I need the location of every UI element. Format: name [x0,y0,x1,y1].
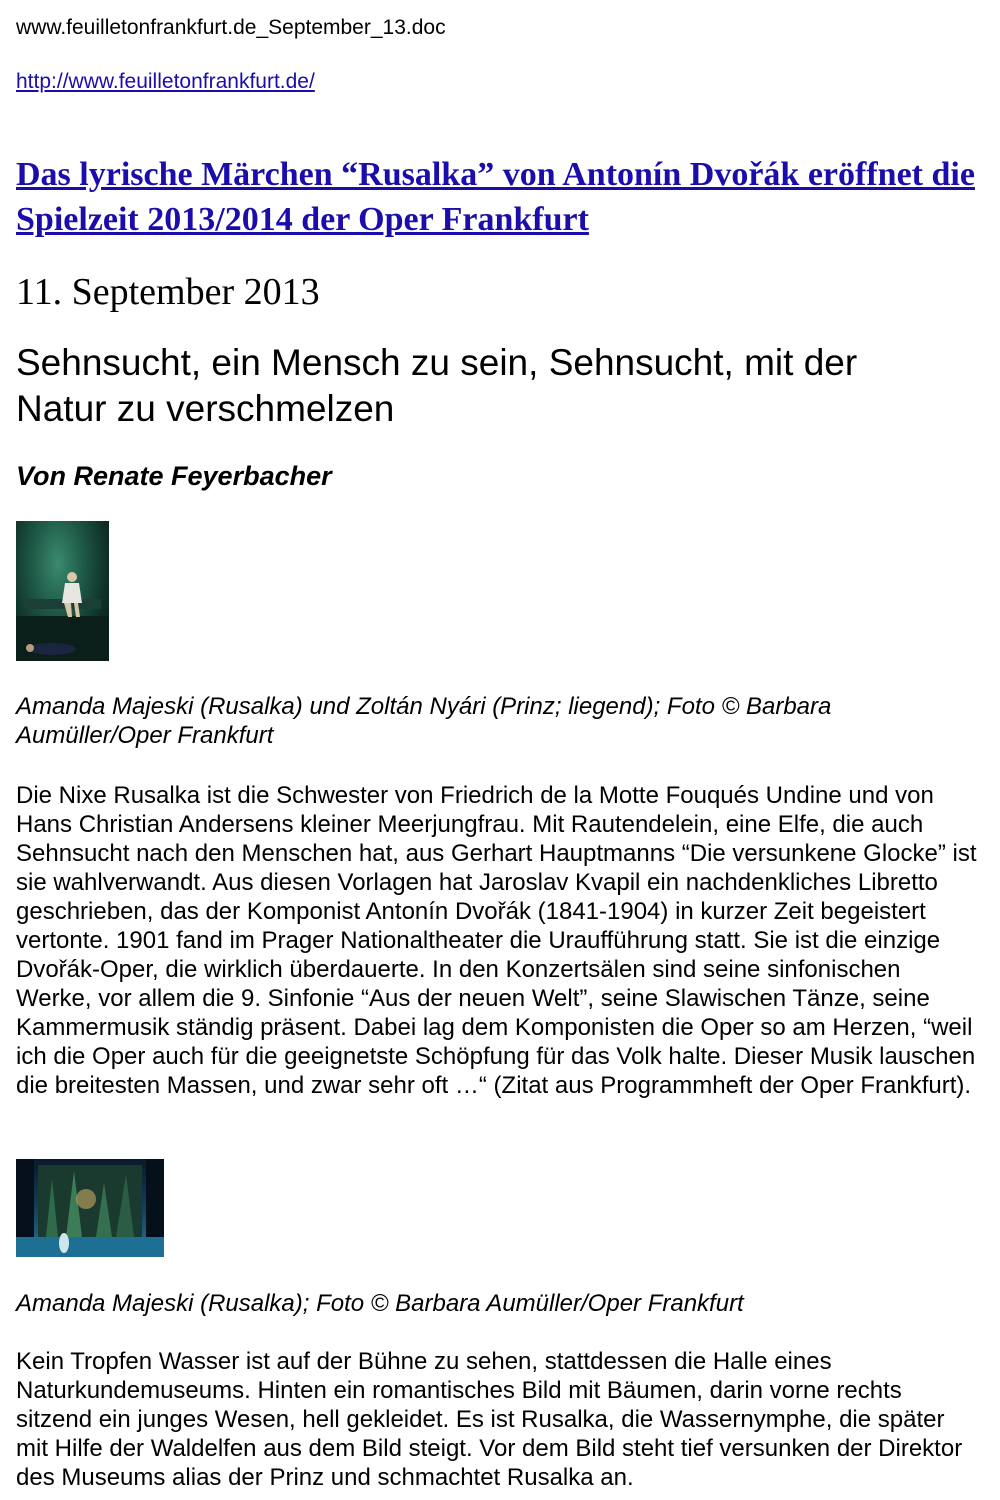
article-date: 11. September 2013 [16,271,320,313]
museum-scene-illustration [16,1159,164,1257]
museum-stage-photo [16,1159,164,1257]
article-headline-link[interactable]: Das lyrische Märchen “Rusalka” von Antonín Dvořák eröffnet die Spielzeit 2013/2014 der Oper Frankfurt [16,156,975,238]
site-link[interactable]: http://www.feuilletonfrankfurt.de/ [16,70,315,93]
article-paragraph-2: Kein Tropfen Wasser ist auf der Bühne zu sehen, stattdessen die Halle eines Naturkundemuseums. Hinten ein romantisches Bild mit Bäumen, darin vorne rechts sitzend ein junges Wesen, hell gekleidet. Es ist Rusalka, die Wassernymphe, die später mit Hilfe der Waldelfen aus dem Bild steigt. Vor dem Bild steht tief versunken der Direktor des Museums alias der Prinz und schmachtet Rusalka an. [16,1348,963,1491]
photo1-caption: Amanda Majeski (Rusalka) und Zoltán Nyári (Prinz; liegend); Foto © Barbara Aumüller/Oper Frankfurt [16,693,832,749]
article-subtitle: Sehnsucht, ein Mensch zu sein, Sehnsucht, mit der Natur zu verschmelzen [16,342,858,429]
document-filename: www.feuilletonfrankfurt.de_September_13.doc [16,16,446,39]
stage-scene-illustration [16,521,109,661]
article-byline: Von Renate Feyerbacher [16,461,332,491]
article-paragraph-1: Die Nixe Rusalka ist die Schwester von Friedrich de la Motte Fouqués Undine und von Hans Christian Andersens kleiner Meerjungfrau. Mit Rautendelein, eine Elfe, die auch Sehnsucht nach den Menschen hat, aus Gerhart Hauptmanns “Die versunkene Glocke” ist sie wahlverwandt. Aus diesen Vorlagen hat Jaroslav Kvapil ein nachdenkliches Libretto geschrieben, das der Komponist Antonín Dvořák (1841-1904) in kurzer Zeit begeistert vertonte. 1901 fand im Prager Nationaltheater die Uraufführung statt. Sie ist die einzige Dvořák-Oper, die wirklich überdauerte. In den Konzertsälen sind seine sinfonischen Werke, vor allem die 9. Sinfonie “Aus der neuen Welt”, seine Slawischen Tänze, seine Kammermusik ständig präsent. Dabei lag dem Komponisten die Oper so am Herzen, “weil ich die Oper auch für die geeignetste Schöpfung für das Volk halte. Dieser Musik lauschen die breitesten Massen, und zwar sehr oft …“ (Zitat aus Programmheft der Oper Frankfurt). [16,782,977,1099]
photo2-caption: Amanda Majeski (Rusalka); Foto © Barbara Aumüller/Oper Frankfurt [16,1290,744,1317]
rusalka-stage-photo [16,521,109,661]
